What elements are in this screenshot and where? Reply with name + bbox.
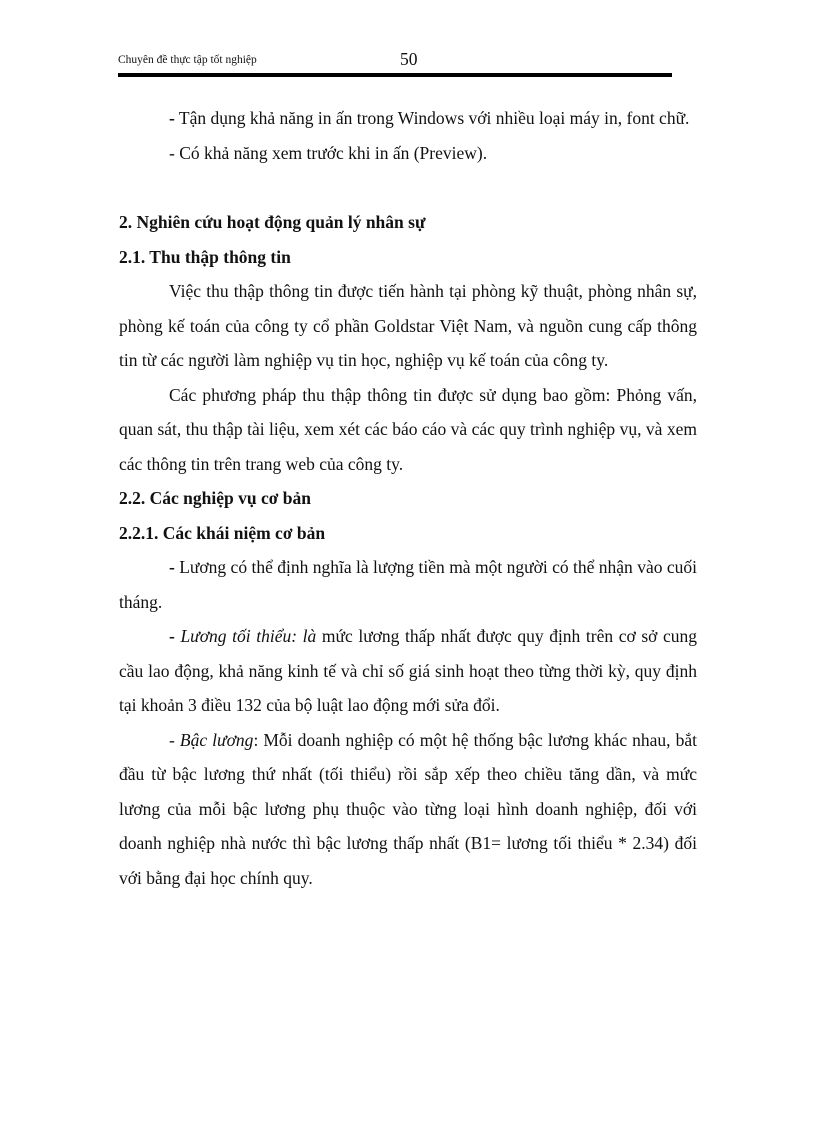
section-2-1-heading: 2.1. Thu thập thông tin: [119, 246, 291, 267]
section-2-heading: 2. Nghiên cứu hoạt động quản lý nhân sự: [119, 212, 426, 232]
grade-text: : Mỗi doanh nghiệp có một hệ thống bậc lương khác nhau, bắt đầu từ bậc lương thứ nhất (tối thiểu) rồi sắp xếp theo chiều tăng dần, và mức lương của mỗi bậc lương phụ thuộc vào từng loại hình doanh nghiệp, đối với doanh nghiệp nhà nước thì bậc lương thấp nhất (B1= lương tối thiểu * 2.34) đối với bằng đại học chính quy.: [119, 729, 697, 888]
bullet-dash: -: [169, 108, 175, 128]
header-rule: [118, 73, 672, 77]
min-salary-term: Lương tối thiểu: là: [180, 626, 317, 646]
bullet-print-text: Tận dụng khả năng in ấn trong Windows với nhiều loại máy in, font chữ.: [174, 108, 690, 128]
page-header: [118, 48, 672, 78]
bullet-dash: -: [169, 626, 181, 646]
bullet-print-feature: [119, 101, 697, 136]
salary-text: Lương có thể định nghĩa là lượng tiền mà một người có thể nhận vào cuối tháng.: [119, 557, 697, 612]
section-2-2-heading: 2.2. Các nghiệp vụ cơ bản: [119, 488, 312, 508]
header-title: Chuyên đề thực tập tốt nghiệp: [118, 54, 257, 66]
bullet-preview-feature: - Có khả năng xem trước khi in ấn (Preview).: [169, 142, 488, 163]
paragraph-salary: [119, 550, 697, 619]
bullet-dash: -: [169, 557, 175, 577]
paragraph-min-salary: [119, 619, 697, 723]
paragraph-collection: Việc thu thập thông tin được tiến hành tại phòng kỹ thuật, phòng nhân sự, phòng kế toán của công ty cổ phần Goldstar Việt Nam, và nguồn cung cấp thông tin từ các người làm nghiệp vụ tin học, nghiệp vụ kế toán của công ty.: [119, 281, 697, 370]
page-number: 50: [400, 49, 418, 69]
spacer: [119, 170, 697, 205]
section-2-2-1-heading: 2.2.1. Các khái niệm cơ bản: [119, 522, 326, 543]
paragraph-salary-grade: [119, 723, 697, 896]
document-body: [119, 101, 697, 895]
grade-term: Bậc lương: [179, 729, 254, 750]
paragraph-methods: Các phương pháp thu thập thông tin được sử dụng bao gồm: Phỏng vấn, quan sát, thu thập tài liệu, xem xét các báo cáo và các quy trình nghiệp vụ, và xem các thông tin trên trang web của công ty.: [119, 384, 697, 474]
bullet-dash: -: [169, 729, 180, 750]
min-salary-text: mức lương thấp nhất được quy định trên cơ sở cung cầu lao động, khả năng kinh tế và chỉ số giá sinh hoạt theo từng thời kỳ, quy định tại khoản 3 điều 132 của bộ luật lao động mới sửa đổi.: [119, 626, 698, 715]
